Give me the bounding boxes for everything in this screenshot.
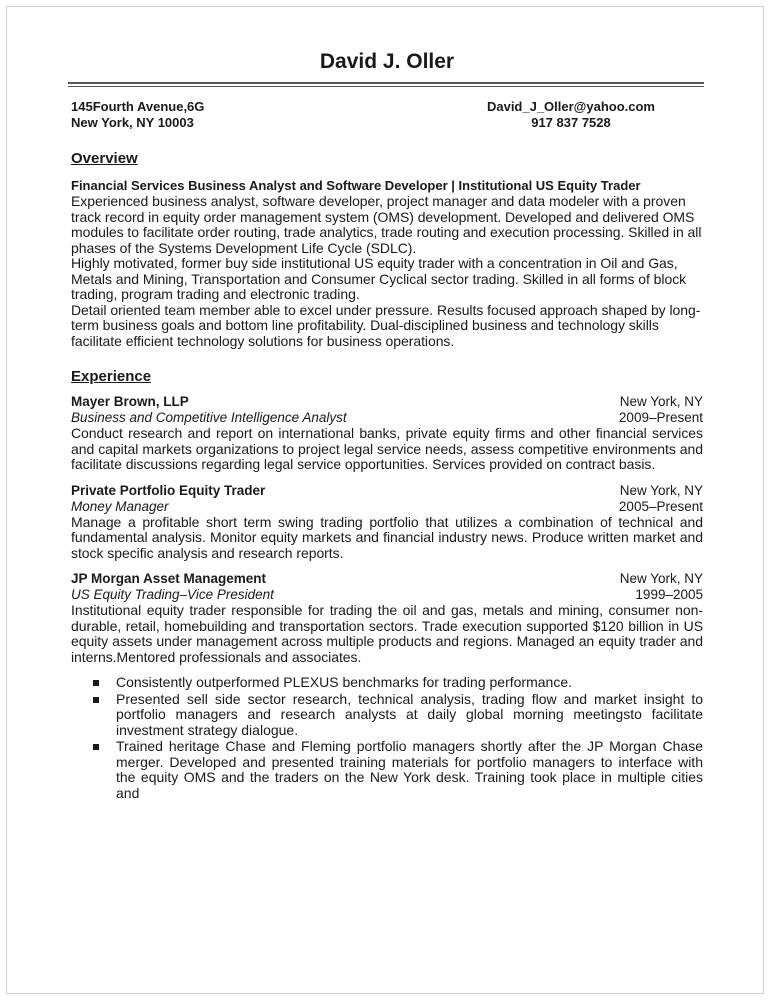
achievement-item [71, 692, 703, 739]
overview-heading: Overview [71, 150, 138, 167]
address-line-1: 145Fourth Avenue,6G [71, 99, 205, 114]
job-description: Institutional equity trader responsible for trading the oil and gas, metals and mining, consumer non-durable, retail, homebuilding and transportation sectors. Trade execution supported $120 billion in US equity assets under management across multiple products and regions. Managed an equity trader and interns.Mentored professionals and associates. [71, 602, 703, 665]
company-name: Private Portfolio Equity Trader [71, 482, 266, 498]
job-role: US Equity Trading–Vice President [71, 587, 274, 602]
job-subheader [71, 499, 703, 515]
job-description: Manage a profitable short term swing trading portfolio that utilizes a combination of technical and fundamental analysis. Monitor equity markets and financial industry news. Produce written market and stock specific analysis and research reports. [71, 513, 703, 561]
overview-paragraph: Detail oriented team member able to excel under pressure. Results focused approach shaped by long-term business goals and bottom line profitability. Dual-disciplined business and technology skills facilitate efficient technology solutions for business operations. [71, 301, 701, 349]
phone-number: 917 837 7528 [531, 115, 611, 130]
candidate-name: David J. Oller [319, 50, 455, 73]
job-entry [71, 571, 703, 801]
job-header [71, 483, 703, 499]
job-header [71, 571, 703, 587]
job-location: New York, NY [619, 482, 703, 498]
email-address: David_J_Oller@yahoo.com [486, 99, 655, 114]
overview-paragraph: Highly motivated, former buy side institutional US equity trader with a concentration in Oil and Gas, Metals and Mining, Transportation and Consumer Cyclical sector trading. Skilled in all forms of block trading, program trading and electronic trading. [71, 255, 687, 302]
job-description: Conduct research and report on international banks, private equity firms and other financial services and capital markets organizations to project legal service needs, assess competitive environments and facilitate discussions regarding legal service opportunities. Services provided on contract basis. [71, 425, 703, 472]
achievement-text: Presented sell side sector research, technical analysis, trading flow and market insight to portfolio managers and research analysts at daily global morning meetingsto facilitate investment strategy dialogue. [116, 690, 703, 738]
company-name: Mayer Brown, LLP [71, 394, 189, 409]
job-dates: 1999–2005 [635, 587, 703, 602]
achievement-text: Consistently outperformed PLEXUS benchmarks for trading performance. [116, 674, 572, 690]
job-subheader [71, 587, 703, 603]
square-bullet-icon [93, 744, 99, 750]
email-phone-block [487, 99, 655, 131]
contact-block [71, 99, 703, 131]
header-divider [68, 82, 704, 87]
job-entry [71, 483, 703, 562]
square-bullet-icon [93, 680, 99, 686]
address-line-2: New York, NY 10003 [71, 115, 194, 130]
job-subheader [71, 410, 703, 426]
address-block [71, 99, 204, 131]
achievement-text: Trained heritage Chase and Fleming portfolio managers shortly after the JP Morgan Chase merger. Developed and presented training materials for portfolio managers to interface with the equity OMS and the traders on the New York desk. Training took place in multiple cities and [116, 738, 703, 801]
job-dates: 2009–Present [618, 410, 703, 425]
job-location: New York, NY [619, 394, 703, 409]
achievement-item [71, 675, 703, 691]
overview-subtitle: Financial Services Business Analyst and Software Developer | Institutional US Equity Trader [71, 178, 641, 193]
job-location: New York, NY [619, 571, 703, 586]
job-role: Business and Competitive Intelligence Analyst [71, 410, 347, 425]
job-dates: 2005–Present [618, 498, 703, 514]
job-header [71, 394, 703, 410]
square-bullet-icon [93, 697, 99, 703]
resume-document [71, 48, 703, 802]
achievement-list [71, 675, 703, 801]
job-role: Money Manager [71, 498, 169, 514]
achievement-item [71, 739, 703, 801]
company-name: JP Morgan Asset Management [71, 571, 267, 586]
job-entry [71, 394, 703, 473]
overview-paragraph: Experienced business analyst, software developer, project manager and data modeler with a proven track record in equity order management system (OMS) development. Developed and delivered OMS modules to facilitate order routing, trade analytics, trade routing and execution processing. Skilled in all phases of the Systems Development Life Cycle (SDLC). [71, 193, 702, 256]
experience-heading: Experience [71, 368, 152, 385]
